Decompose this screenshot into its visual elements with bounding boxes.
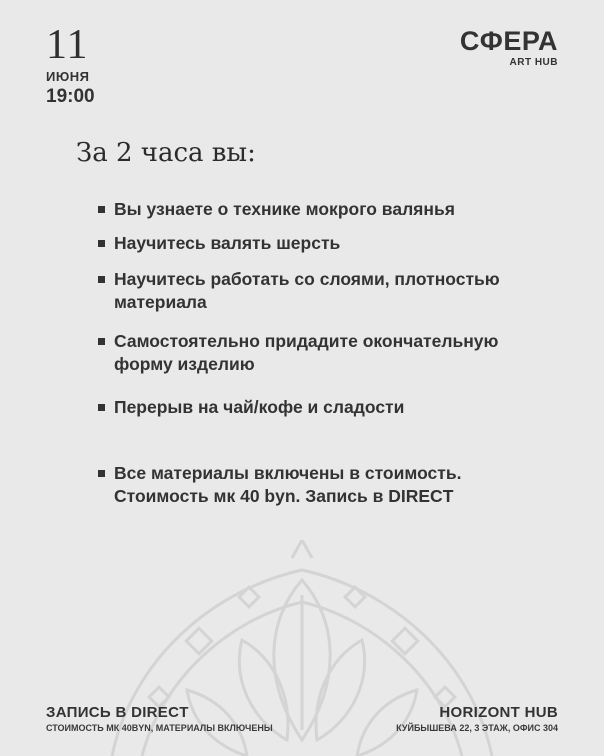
footer-venue-address: КУЙБЫШЕВА 22, 3 ЭТАЖ, ОФИС 304 bbox=[396, 723, 558, 733]
list-item bbox=[98, 268, 548, 314]
footer-booking-title: ЗАПИСЬ В DIRECT bbox=[46, 704, 189, 721]
footer-booking bbox=[46, 704, 273, 733]
list-item bbox=[98, 232, 340, 255]
bullet-square-icon bbox=[98, 206, 105, 213]
list-item bbox=[98, 198, 455, 221]
list-item-text: Научитесь работать со слоями, плотностью материала bbox=[114, 269, 500, 312]
list-item-text: Перерыв на чай/кофе и сладости bbox=[114, 397, 405, 417]
list-item bbox=[98, 330, 548, 376]
list-item bbox=[98, 396, 404, 419]
section-heading: За 2 часа вы: bbox=[76, 138, 256, 168]
brand-logo bbox=[460, 28, 558, 68]
list-item-text: Научитесь валять шерсть bbox=[114, 233, 341, 253]
bullet-square-icon bbox=[98, 240, 105, 247]
footer-venue bbox=[396, 704, 558, 733]
brand-name: СФЕРА bbox=[459, 26, 558, 56]
footer-booking-subtitle: СТОИМОСТЬ МК 40BYN, МАТЕРИАЛЫ ВКЛЮЧЕНЫ bbox=[46, 723, 273, 733]
list-item-text: Вы узнаете о технике мокрого валянья bbox=[114, 199, 455, 219]
bullet-square-icon bbox=[98, 338, 105, 345]
event-day: 11 bbox=[46, 22, 89, 68]
event-date bbox=[46, 24, 95, 106]
footer-venue-title: HORIZONT HUB bbox=[439, 704, 558, 721]
list-item bbox=[98, 462, 548, 508]
brand-subtitle: ART HUB bbox=[509, 57, 558, 68]
event-time: 19:00 bbox=[46, 86, 95, 107]
bullet-square-icon bbox=[98, 276, 105, 283]
event-month: ИЮНЯ bbox=[46, 69, 90, 84]
list-item-text: Самостоятельно придадите окончательную форму изделию bbox=[114, 331, 499, 374]
list-item-text: Все материалы включены в стоимость. Стоимость мк 40 byn. Запись в DIRECT bbox=[114, 463, 462, 506]
bullet-square-icon bbox=[98, 404, 105, 411]
bullet-square-icon bbox=[98, 470, 105, 477]
